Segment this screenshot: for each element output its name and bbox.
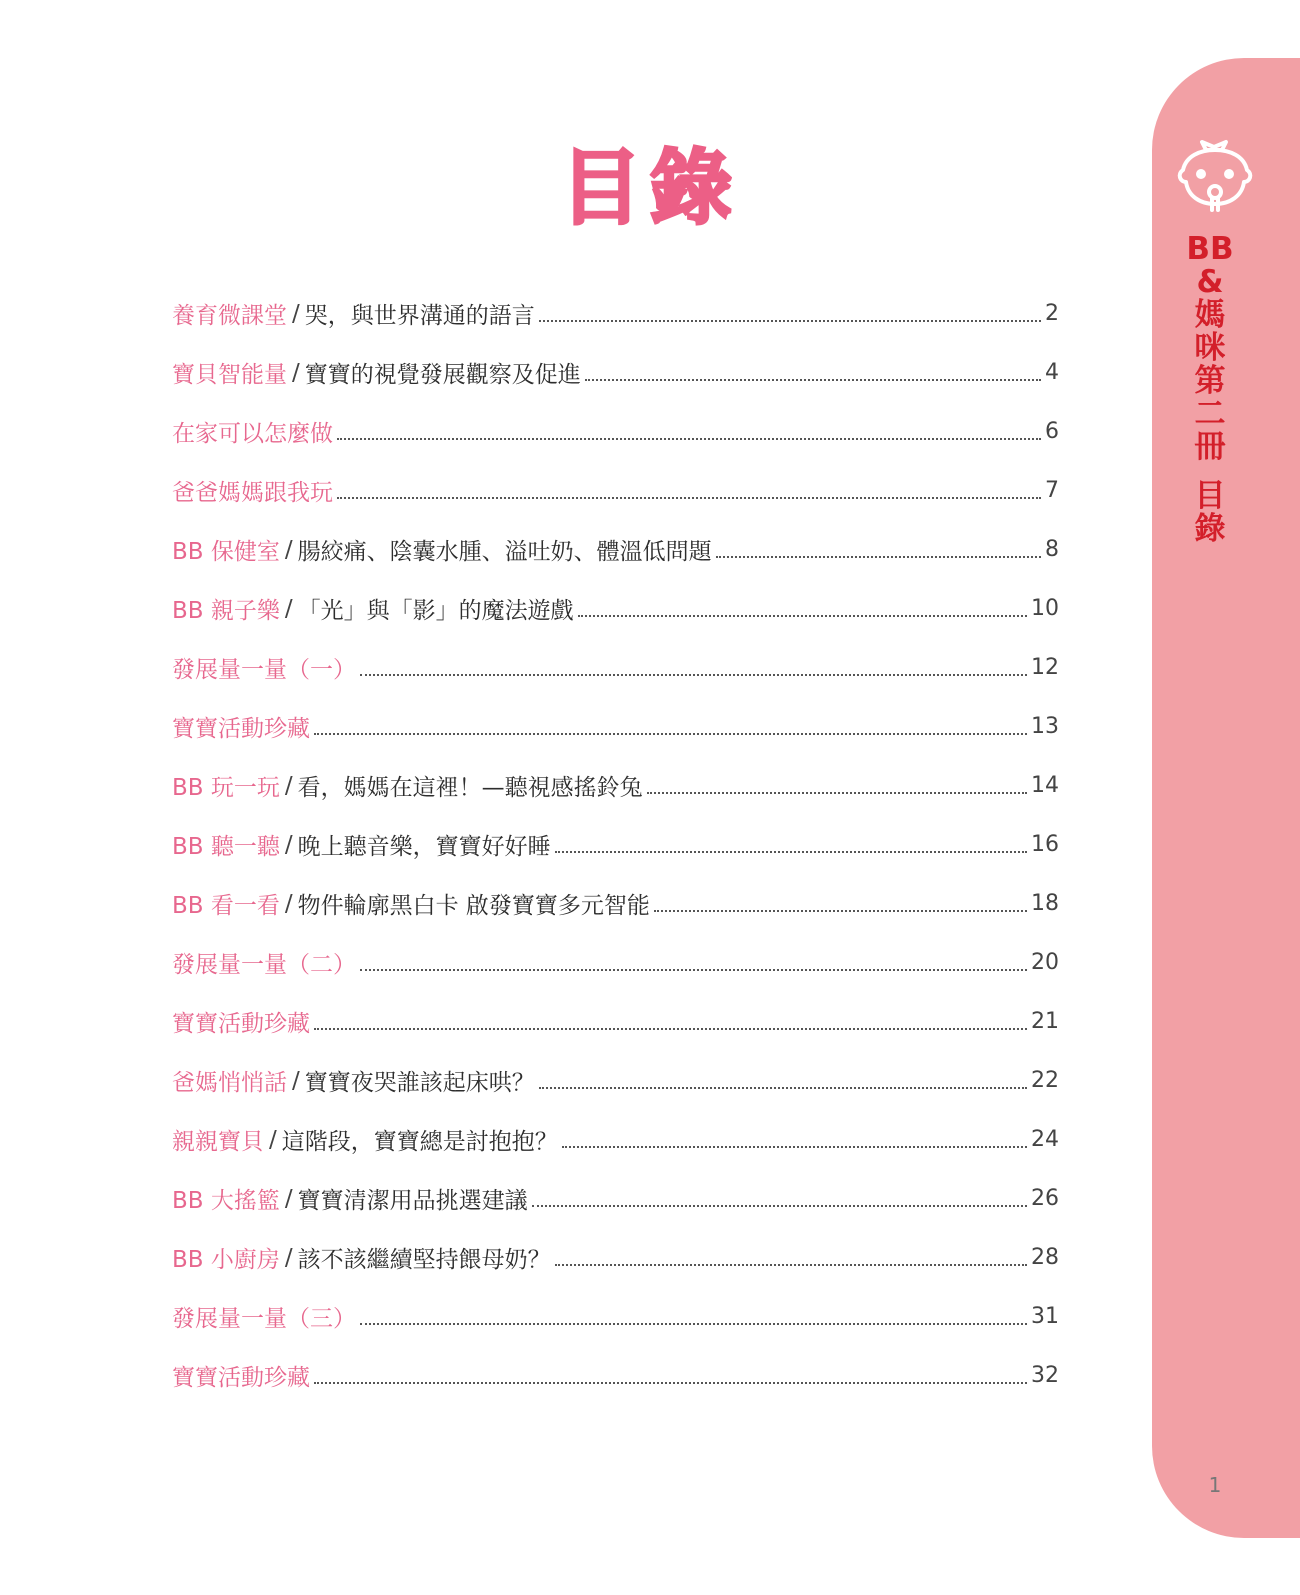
toc-page-number: 7 bbox=[1045, 478, 1059, 503]
toc-category: 爸媽悄悄話 bbox=[172, 1070, 287, 1096]
toc-page-number: 10 bbox=[1031, 596, 1059, 621]
sidebar-title-char: 目 bbox=[1194, 478, 1226, 514]
toc-category: 寶寶活動珍藏 bbox=[172, 716, 310, 742]
toc-dot-leader bbox=[314, 1028, 1027, 1030]
sidebar-title-char: 第 bbox=[1194, 363, 1226, 399]
toc-dot-leader bbox=[716, 556, 1041, 558]
toc-page-number: 8 bbox=[1045, 537, 1059, 562]
toc-separator: / bbox=[292, 359, 300, 386]
toc-separator: / bbox=[284, 1244, 293, 1271]
toc-page-number: 16 bbox=[1031, 832, 1059, 857]
sidebar-title-char: 咪 bbox=[1194, 330, 1226, 366]
toc-dot-leader bbox=[337, 438, 1041, 440]
toc-separator: / bbox=[284, 536, 293, 563]
sidebar-title-char: 冊 bbox=[1194, 429, 1226, 465]
table-of-contents bbox=[172, 284, 1059, 1405]
title-wrap bbox=[0, 141, 1300, 236]
toc-entry[interactable] bbox=[172, 992, 1059, 1051]
toc-page-number: 28 bbox=[1031, 1245, 1059, 1270]
toc-category: BB 保健室 bbox=[172, 539, 280, 565]
toc-dot-leader bbox=[647, 792, 1027, 794]
toc-category: BB 親子樂 bbox=[172, 598, 280, 624]
toc-category: 在家可以怎麼做 bbox=[172, 421, 333, 447]
toc-topic: 晚上聽音樂，寶寶好好睡 bbox=[297, 834, 551, 860]
sidebar-title-char: 錄 bbox=[1194, 511, 1226, 547]
toc-entry[interactable] bbox=[172, 697, 1059, 756]
toc-category: 寶寶活動珍藏 bbox=[172, 1011, 310, 1037]
toc-dot-leader bbox=[578, 615, 1027, 617]
toc-category: 寶貝智能量 bbox=[172, 362, 287, 388]
toc-entry[interactable] bbox=[172, 520, 1059, 579]
toc-category: BB 大搖籃 bbox=[172, 1188, 280, 1214]
toc-entry[interactable] bbox=[172, 284, 1059, 343]
toc-separator: / bbox=[292, 1067, 300, 1094]
toc-entry[interactable] bbox=[172, 638, 1059, 697]
toc-entry[interactable] bbox=[172, 1169, 1059, 1228]
toc-entry[interactable] bbox=[172, 1228, 1059, 1287]
toc-dot-leader bbox=[314, 1382, 1027, 1384]
toc-topic: 物件輪廓黑白卡 啟發寶寶多元智能 bbox=[297, 893, 650, 919]
toc-page-number: 26 bbox=[1031, 1186, 1059, 1211]
toc-category: 養育微課堂 bbox=[172, 303, 287, 329]
sidebar-title-char: & bbox=[1196, 264, 1224, 300]
page-number: 1 bbox=[1208, 1473, 1222, 1497]
toc-topic: 寶寶的視覺發展觀察及促進 bbox=[304, 362, 581, 388]
toc-separator: / bbox=[284, 1185, 293, 1212]
baby-face-icon bbox=[1172, 138, 1258, 218]
toc-category: 親親寶貝 bbox=[172, 1129, 264, 1155]
toc-separator: / bbox=[292, 300, 300, 327]
toc-category: 發展量一量（三） bbox=[172, 1306, 356, 1332]
toc-category: 爸爸媽媽跟我玩 bbox=[172, 480, 333, 506]
toc-entry[interactable] bbox=[172, 579, 1059, 638]
sidebar-title-char: 媽 bbox=[1194, 297, 1226, 333]
toc-category: BB 小廚房 bbox=[172, 1247, 280, 1273]
toc-separator: / bbox=[284, 772, 293, 799]
toc-entry[interactable] bbox=[172, 1287, 1059, 1346]
sidebar-tab bbox=[1152, 58, 1300, 1538]
toc-topic: 哭，與世界溝通的語言 bbox=[304, 303, 535, 329]
toc-page-number: 18 bbox=[1031, 891, 1059, 916]
toc-entry[interactable] bbox=[172, 815, 1059, 874]
toc-page-number: 4 bbox=[1045, 360, 1059, 385]
toc-separator: / bbox=[284, 831, 293, 858]
toc-dot-leader bbox=[555, 851, 1027, 853]
toc-entry[interactable] bbox=[172, 1346, 1059, 1405]
toc-entry[interactable] bbox=[172, 1110, 1059, 1169]
toc-category: 發展量一量（一） bbox=[172, 657, 356, 683]
toc-topic: 「光」與「影」的魔法遊戲 bbox=[297, 598, 574, 624]
toc-page-number: 6 bbox=[1045, 419, 1059, 444]
toc-topic: 寶寶夜哭誰該起床哄？ bbox=[304, 1070, 535, 1096]
toc-separator: / bbox=[284, 595, 293, 622]
toc-category: BB 看一看 bbox=[172, 893, 280, 919]
toc-category: 發展量一量（二） bbox=[172, 952, 356, 978]
toc-topic: 腸絞痛、陰囊水腫、溢吐奶、體溫低問題 bbox=[297, 539, 712, 565]
toc-category: BB 聽一聽 bbox=[172, 834, 280, 860]
toc-dot-leader bbox=[562, 1146, 1027, 1148]
toc-topic: 寶寶清潔用品挑選建議 bbox=[297, 1188, 528, 1214]
toc-topic: 這階段，寶寶總是討抱抱？ bbox=[281, 1129, 558, 1155]
toc-entry[interactable] bbox=[172, 402, 1059, 461]
toc-separator: / bbox=[284, 890, 293, 917]
toc-entry[interactable] bbox=[172, 461, 1059, 520]
toc-topic: 看，媽媽在這裡！—聽視感搖鈴兔 bbox=[297, 775, 643, 801]
toc-dot-leader bbox=[360, 674, 1027, 676]
toc-dot-leader bbox=[337, 497, 1041, 499]
toc-entry[interactable] bbox=[172, 343, 1059, 402]
toc-page-number: 22 bbox=[1031, 1068, 1059, 1093]
toc-dot-leader bbox=[532, 1205, 1027, 1207]
toc-page-number: 31 bbox=[1031, 1304, 1059, 1329]
sidebar-title-char: BB bbox=[1186, 231, 1234, 267]
toc-dot-leader bbox=[360, 1323, 1027, 1325]
toc-entry[interactable] bbox=[172, 1051, 1059, 1110]
toc-dot-leader bbox=[539, 1087, 1027, 1089]
toc-topic: 該不該繼續堅持餵母奶？ bbox=[297, 1247, 551, 1273]
sidebar-title bbox=[1182, 233, 1238, 546]
toc-category: BB 玩一玩 bbox=[172, 775, 280, 801]
toc-entry[interactable] bbox=[172, 874, 1059, 933]
toc-category: 寶寶活動珍藏 bbox=[172, 1365, 310, 1391]
page-title: 目錄 bbox=[559, 141, 740, 236]
toc-page-number: 32 bbox=[1031, 1363, 1059, 1388]
toc-dot-leader bbox=[585, 379, 1041, 381]
toc-entry[interactable] bbox=[172, 756, 1059, 815]
toc-page-number: 14 bbox=[1031, 773, 1059, 798]
toc-entry[interactable] bbox=[172, 933, 1059, 992]
toc-page-number: 24 bbox=[1031, 1127, 1059, 1152]
toc-dot-leader bbox=[539, 320, 1041, 322]
toc-page-number: 20 bbox=[1031, 950, 1059, 975]
toc-page-number: 13 bbox=[1031, 714, 1059, 739]
toc-dot-leader bbox=[555, 1264, 1027, 1266]
toc-page-number: 21 bbox=[1031, 1009, 1059, 1034]
toc-dot-leader bbox=[314, 733, 1027, 735]
sidebar-title-char: 二 bbox=[1194, 396, 1226, 432]
toc-page-number: 12 bbox=[1031, 655, 1059, 680]
toc-separator: / bbox=[269, 1126, 277, 1153]
toc-dot-leader bbox=[654, 910, 1027, 912]
toc-dot-leader bbox=[360, 969, 1027, 971]
toc-page-number: 2 bbox=[1045, 301, 1059, 326]
